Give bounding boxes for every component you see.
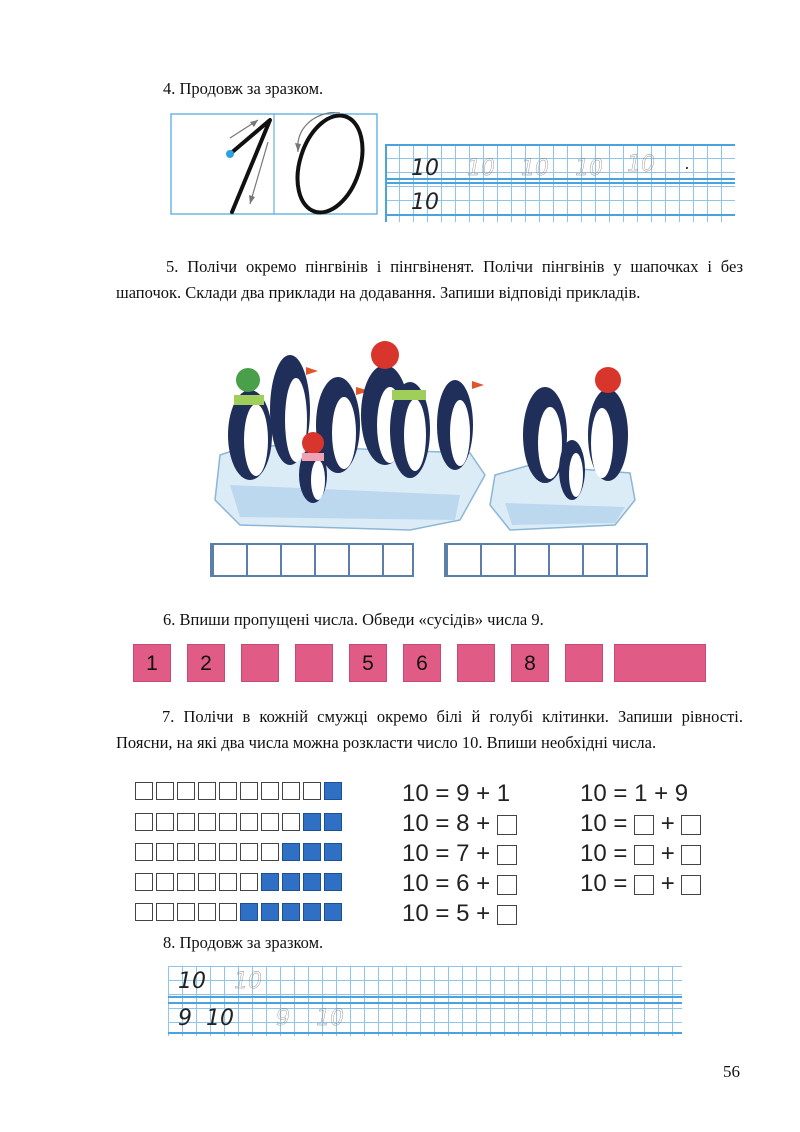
task7-heading: 7. Полічи в кожній смужці окремо білі й голубі клітинки. Запиши рівності. Поясни, на які два числа можна розкласти число 10. Впиши необхідні числа. — [116, 707, 743, 752]
task4-sample-frame — [170, 112, 378, 216]
number-cell-empty[interactable] — [565, 644, 603, 682]
equation: 10 = 5 + — [402, 900, 517, 928]
sample-number: 10 — [411, 190, 439, 215]
task8-heading: 8. Продовж за зразком. — [163, 933, 324, 952]
trace-dot: . — [685, 154, 691, 173]
equation: 10 = 1 + 9 — [580, 780, 689, 807]
penguins-illustration — [210, 325, 640, 540]
number-cell: 8 — [511, 644, 549, 682]
sample-number: 9 — [178, 1006, 192, 1031]
answer-box[interactable] — [681, 815, 701, 835]
trace-number: 10 — [234, 969, 262, 994]
number-cell: 1 — [133, 644, 171, 682]
answer-boxes-right[interactable] — [444, 543, 648, 577]
answer-box[interactable] — [681, 875, 701, 895]
equation: 10 = 6 + — [402, 870, 517, 898]
digit-ten-sample — [170, 112, 378, 216]
answer-box[interactable] — [634, 815, 654, 835]
trace-number: 10 — [575, 156, 603, 181]
task8-writing-grid[interactable] — [168, 966, 682, 1036]
answer-box[interactable] — [497, 875, 517, 895]
page-number: 56 — [723, 1062, 740, 1081]
answer-box[interactable] — [634, 875, 654, 895]
trace-number: 10 — [467, 156, 495, 181]
equation: 10 = + — [580, 810, 701, 838]
trace-number: 9 — [276, 1006, 290, 1031]
sample-number: 10 — [206, 1006, 234, 1031]
equation: 10 = + — [580, 870, 701, 898]
number-cell-empty[interactable] — [241, 644, 279, 682]
task4-heading: 4. Продовж за зразком. — [163, 79, 324, 98]
number-cell: 6 — [403, 644, 441, 682]
answer-box[interactable] — [681, 845, 701, 865]
task6-heading: 6. Впиши пропущені числа. Обведи «сусідів» числа 9. — [163, 610, 544, 629]
answer-box[interactable] — [497, 845, 517, 865]
answer-box[interactable] — [497, 905, 517, 925]
number-cell-empty[interactable] — [295, 644, 333, 682]
trace-number: 10 — [316, 1006, 344, 1031]
trace-number: 10 — [627, 152, 655, 177]
number-cell: 5 — [349, 644, 387, 682]
cell-strip — [135, 903, 370, 923]
number-cell: 2 — [187, 644, 225, 682]
answer-box[interactable] — [497, 815, 517, 835]
sample-number: 10 — [178, 969, 206, 994]
task4-writing-grid[interactable] — [385, 144, 735, 222]
trace-number: 10 — [521, 156, 549, 181]
equation: 10 = 9 + 1 — [402, 780, 511, 807]
cell-strip — [135, 813, 370, 833]
answer-box[interactable] — [634, 845, 654, 865]
number-cell-wide[interactable] — [614, 644, 706, 682]
answer-boxes-left[interactable] — [210, 543, 414, 577]
equation: 10 = 8 + — [402, 810, 517, 838]
equation: 10 = + — [580, 840, 701, 868]
cell-strip — [135, 843, 370, 863]
sample-number: 10 — [411, 156, 439, 181]
equation: 10 = 7 + — [402, 840, 517, 868]
cell-strip — [135, 782, 370, 802]
task5-heading: 5. Полічи окремо пінгвінів і пінгвіненят. Полічи пінгвінів у шапочках і без шапочок. Склади два приклади на додавання. Запиши відповіді прикладів. — [116, 257, 743, 302]
number-cell-empty[interactable] — [457, 644, 495, 682]
cell-strip — [135, 873, 370, 893]
